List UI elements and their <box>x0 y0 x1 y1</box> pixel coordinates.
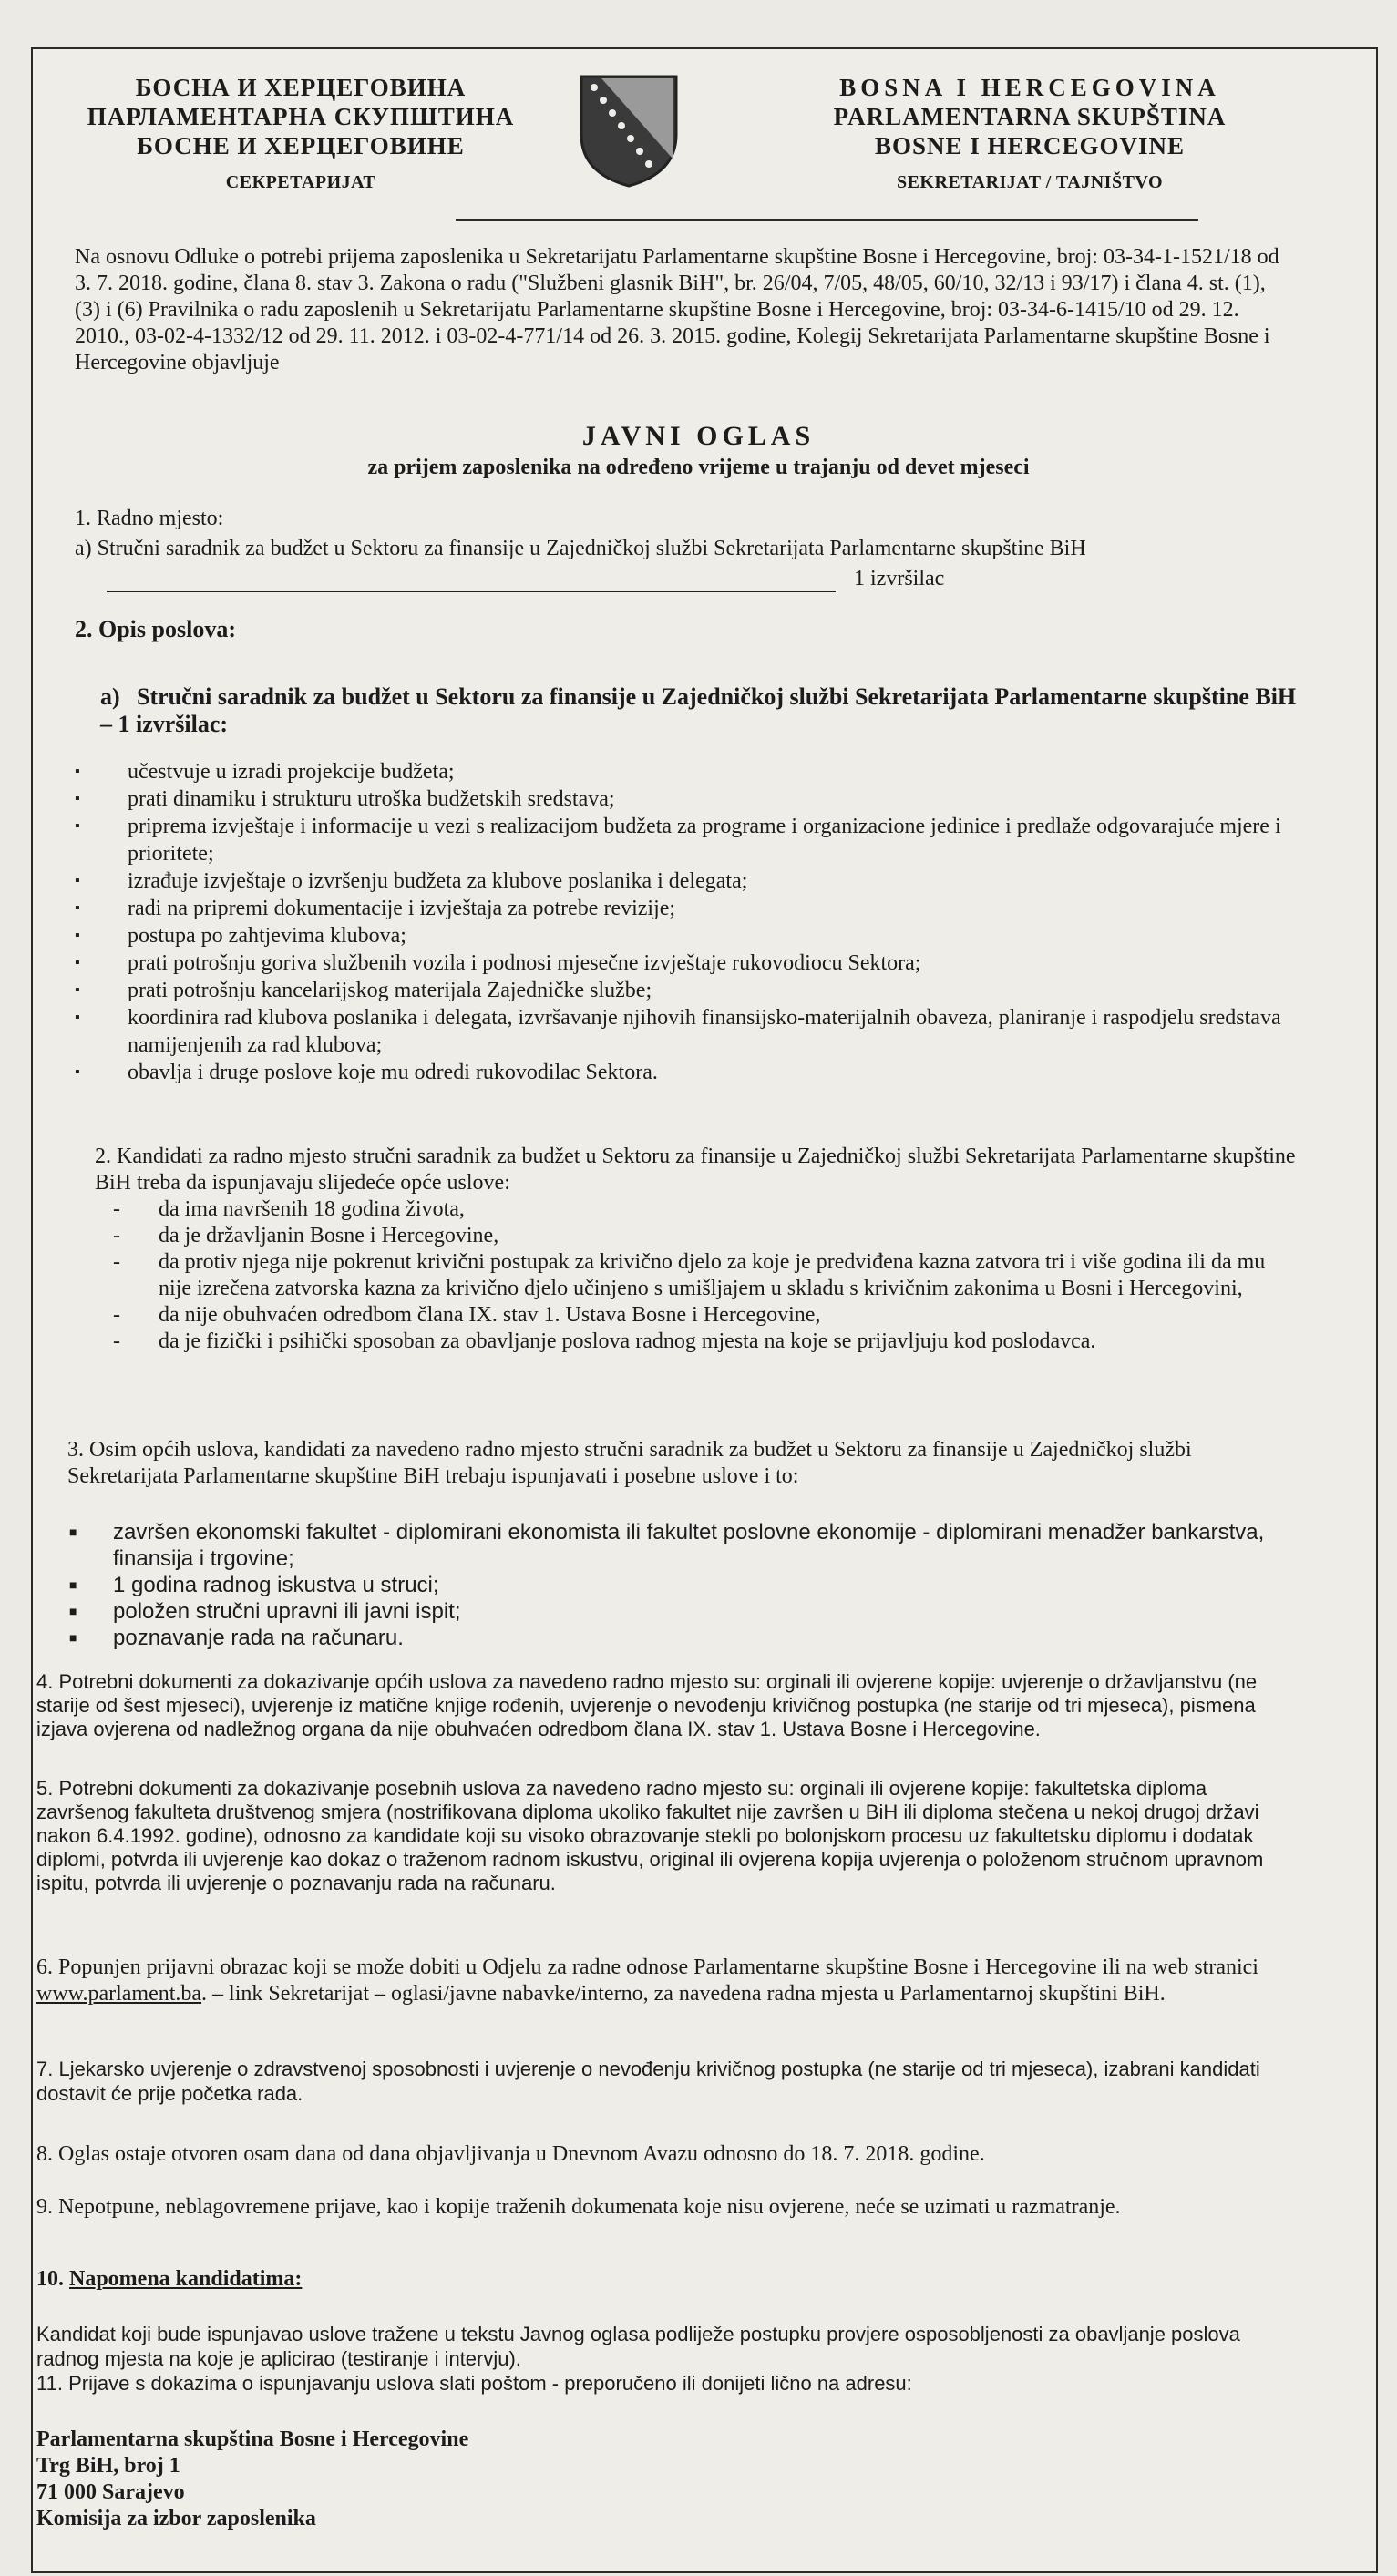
list-item: ■ 1 godina radnog iskustva u struci; <box>69 1572 1290 1598</box>
header-lat-line3: BOSNE I HERCEGOVINE <box>874 132 1186 159</box>
duties-list <box>75 758 1296 1086</box>
section-10-heading <box>36 2266 1294 2293</box>
list-item: ▪ priprema izvještaje i informacije u vezi s realizacijom budžeta za programe i organizacione jedinice i predlaže odgovarajuće mjere i prioritete; <box>75 813 1296 867</box>
section-6-text: 6. Popunjen prijavni obrazac koji se može dobiti u Odjelu za radne odnose Parlamentarne skupštine Bosne i Hercegovine ili na web stranici <box>36 1955 1258 1979</box>
address-line3: 71 000 Sarajevo <box>36 2480 185 2504</box>
website-link[interactable]: www.parlament.ba <box>36 1982 202 2006</box>
list-item: - da protiv njega nije pokrenut krivični postupak za krivično djelo za koje je predviđena kazna zatvora tri i više godina ili da mu nije izrečena zatvorska kazna za krivično djelo učinjeno s umišljajem u skladu s krivičnim zakonima u Bosni i Hercegovini, <box>95 1249 1298 1302</box>
section-1-heading: 1. Radno mjesto: <box>75 507 224 530</box>
section-9: 9. Nepotpune, neblagovremene prijave, kao i kopije traženih dokumenata koje nisu ovjerene, neće se uzimati u razmatranje. <box>36 2195 1121 2219</box>
section-6-text-after: . – link Sekretarijat – oglasi/javne nabavke/interno, za navedena radna mjesta u Parlamentarnoj skupštini BiH. <box>201 1982 1166 2006</box>
section-1 <box>75 506 1296 592</box>
ad-subtitle: za prijem zaposlenika na određeno vrijeme u trajanju od devet mjeseci <box>367 456 1030 479</box>
list-item: ▪ prati potrošnju goriva službenih vozila i podnosi mjesečne izvještaje rukovodiocu Sektora; <box>75 949 1296 977</box>
list-item: ▪ učestvuje u izradi projekcije budžeta; <box>75 758 1296 785</box>
header-cyr-line1: БОСНА И ХЕРЦЕГОВИНА <box>135 74 467 101</box>
header-lat-line1: BOSNA I HERCEGOVINA <box>839 74 1220 101</box>
section-6 <box>36 1955 1294 2007</box>
list-item: ▪ obavlja i druge poslove koje mu odredi rukovodilac Sektora. <box>75 1059 1296 1086</box>
section-10-body <box>36 2322 1294 2396</box>
header-lat-line4: SEKRETARIJAT / TAJNIŠTVO <box>896 172 1164 192</box>
section-10-text: Kandidat koji bude ispunjavao uslove tražene u tekstu Javnog oglasa podliježe postupku provjere osposobljenosti za obavljanje poslova radnog mjesta na koje je aplicirao (testiranje i intervju). <box>36 2323 1240 2370</box>
list-item: ▪ postupa po zahtjevima klubova; <box>75 922 1296 949</box>
list-item: ▪ izrađuje izvještaje o izvršenju budžeta za klubove poslanika i delegata; <box>75 867 1296 895</box>
intro-paragraph: Na osnovu Odluke o potrebi prijema zaposlenika u Sekretarijatu Parlamentarne skupštine Bosne i Hercegovine, broj: 03-34-1-1521/18 od 3. 7. 2018. godine, člana 8. stav 3. Zakona o radu ("Službeni glasnik BiH", br. 26/04, 7/05, 48/05, 60/10, 32/13 i 93/17) i člana 4. st. (1), (3) i (6) Pravilnika o radu zaposlenih u Sekretarijatu Parlamentarne skupštine Bosne i Hercegovine, broj: 03-34-6-1415/10 od 29. 12. 2010., 03-02-4-1332/12 od 29. 11. 2012. i 03-02-4-771/14 od 26. 3. 2015. godine, Kolegij Sekretarijata Parlamentarne skupštine Bosne i Hercegovine objavljuje <box>75 245 1279 375</box>
address-line4: Komisija za izbor zaposlenika <box>36 2507 316 2530</box>
header-cyr-line2: ПАРЛАМЕНТАРНА СКУПШТИНА <box>87 103 515 130</box>
section-2-a <box>100 683 1303 738</box>
list-item: - da je fizički i psihički sposoban za obavljanje poslova radnog mjesta na koje se prijavljuju kod poslodavca. <box>95 1329 1298 1355</box>
general-conditions <box>95 1144 1298 1355</box>
list-item: - da ima navršenih 18 godina života, <box>95 1196 1298 1223</box>
section-1-fill-row <box>75 566 1296 592</box>
section-8: 8. Oglas ostaje otvoren osam dana od dana objavljivanja u Dnevnom Avazu odnosno do 18. 7. 2018. godine. <box>36 2142 985 2166</box>
list-item: ■ položen stručni upravni ili javni ispit; <box>69 1598 1290 1625</box>
special-conditions-list <box>69 1519 1290 1651</box>
address-line1: Parlamentarna skupština Bosne i Hercegovine <box>36 2427 469 2451</box>
coat-of-arms-icon <box>574 71 683 190</box>
section-2-heading: 2. Opis poslova: <box>75 616 236 642</box>
ad-title: JAVNI OGLAS <box>581 421 816 451</box>
list-item: ▪ radi na pripremi dokumentacije i izvještaja za potrebe revizije; <box>75 895 1296 922</box>
list-item: - da je državljanin Bosne i Hercegovine, <box>95 1223 1298 1249</box>
section-10-number: 10. <box>36 2267 64 2291</box>
section-5: 5. Potrebni dokumenti za dokazivanje posebnih uslova za navedeno radno mjesto su: orginali ili ovjerene kopije: fakultetska diploma završenog fakulteta društvenog smjera (nostrifikovana diploma ukoliko fakultet nije završen u BiH ili diploma stečena u nekoj drugoj državi nakon 6.4.1992. godine), odnosno za kandidate koji su visoko obrazovanje stekli po bolonjskom procesu uz fakultetsku diplomu i dodatak diplomi, potvrda ili uvjerenje kao dokaz o traženom radnom iskustvu, original ili ovjerena kopija uvjerenja o položenom stručnom upravnom ispitu, potvrda ili uvjerenje o poznavanju rada na računaru. <box>36 1777 1264 1894</box>
section-4: 4. Potrebni dokumenti za dokazivanje općih uslova za navedeno radno mjesto su: orginali ili ovjerene kopije: uvjerenje o državljanstvu (ne starije od šest mjeseci), uvjerenje iz matične knjige rođenih, uvjerenje o nevođenju krivičnog postupka (ne starije od tri mjeseca), pismena izjava ovjerena od nadležnog organa da nije obuhvaćen odredbom člana IX. stav 1. Ustava Bosne i Hercegovine. <box>36 1670 1258 1740</box>
section-2-a-label: a) <box>100 683 120 710</box>
section-7: 7. Ljekarsko uvjerenje o zdravstvenoj sposobnosti i uvjerenje o nevođenju krivičnog postupka (ne starije od tri mjeseca), izabrani kandidati dostavit će prije početka rada. <box>36 2058 1260 2105</box>
header-divider <box>456 219 1198 221</box>
section-3-intro: 3. Osim općih uslova, kandidati za navedeno radno mjesto stručni saradnik za budžet u Sektoru za finansije u Zajedničkoj službi Sekretarijata Parlamentarne skupštine BiH trebaju ispunjavati i posebne uslove i to: <box>67 1438 1192 1488</box>
header-cyrillic <box>46 73 556 197</box>
address-line2: Trg BiH, broj 1 <box>36 2454 180 2478</box>
list-item: ▪ koordinira rad klubova poslanika i delegata, izvršavanje njihovih finansijsko-materijalnih obaveza, planiranje i raspodjelu sredstava namijenjenih za rad klubova; <box>75 1004 1296 1059</box>
section-1-item-a: a) Stručni saradnik za budžet u Sektoru za finansije u Zajedničkoj službi Sekretarijata Parlamentarne skupštine BiH <box>75 537 1086 560</box>
list-item: ■ završen ekonomski fakultet - diplomirani ekonomista ili fakultet poslovne ekonomije - diplomirani menadžer bankarstva, finansija i trgovine; <box>69 1519 1290 1572</box>
mailing-address <box>36 2427 674 2532</box>
header-latin <box>720 73 1340 197</box>
header-cyr-line4: СЕКРЕТАРИЈАТ <box>225 172 376 192</box>
section-11-text: 11. Prijave s dokazima o ispunjavanju uslova slati poštom - preporučeno ili donijeti lično na adresu: <box>36 2372 912 2395</box>
section-2-a-text: Stručni saradnik za budžet u Sektoru za finansije u Zajedničkoj službi Sekretarijata Parlamentarne skupštine BiH – 1 izvršilac: <box>100 683 1297 737</box>
list-item: - da nije obuhvaćen odredbom člana IX. stav 1. Ustava Bosne i Hercegovine, <box>95 1302 1298 1329</box>
header-lat-line2: PARLAMENTARNA SKUPŠTINA <box>833 103 1227 130</box>
fill-line <box>107 575 836 592</box>
list-item: ▪ prati dinamiku i strukturu utroška budžetskih sredstava; <box>75 785 1296 813</box>
section-10-title: Napomena kandidatima: <box>69 2267 303 2291</box>
header-cyr-line3: БОСНЕ И ХЕРЦЕГОВИНЕ <box>137 132 465 159</box>
list-item: ■ poznavanje rada na računaru. <box>69 1625 1290 1651</box>
executor-count: 1 izvršilac <box>854 567 945 590</box>
list-item: ▪ prati potrošnju kancelarijskog materijala Zajedničke službe; <box>75 977 1296 1004</box>
general-conditions-intro: 2. Kandidati za radno mjesto stručni saradnik za budžet u Sektoru za finansije u Zajedničkoj službi Sekretarijata Parlamentarne skupštine BiH treba da ispunjavaju slijedeće opće uslove: <box>95 1144 1296 1195</box>
